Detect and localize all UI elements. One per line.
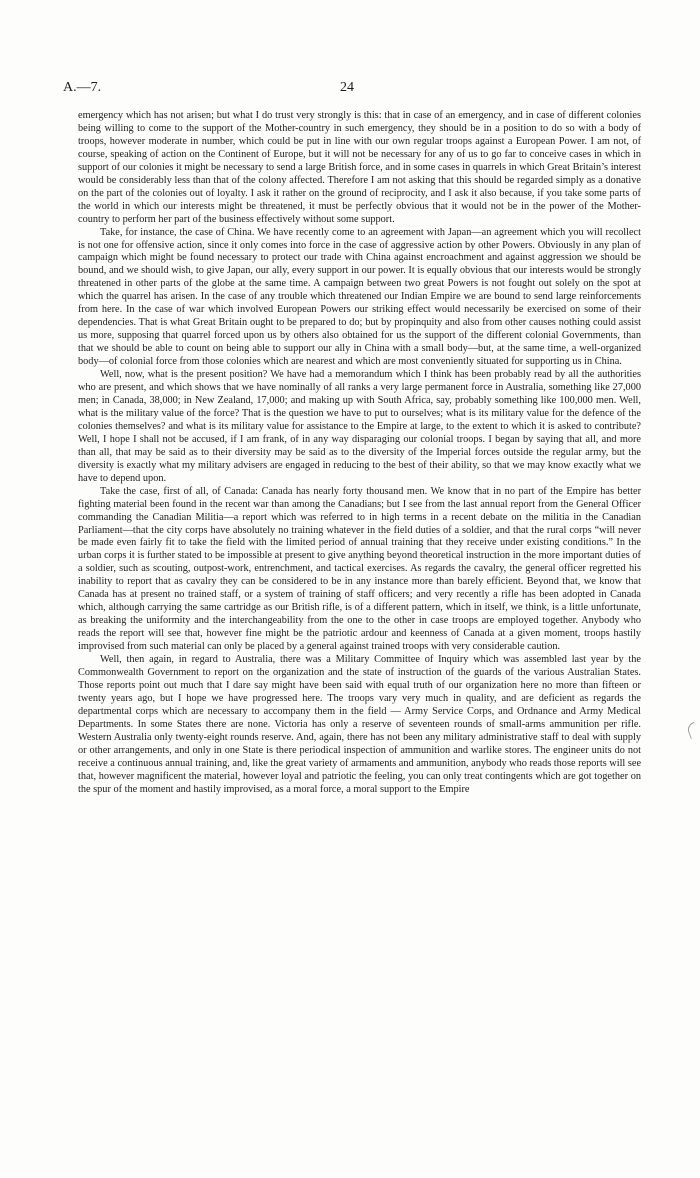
page-header [63, 80, 653, 100]
body-text [78, 110, 641, 797]
document-reference: A.—7. [63, 80, 102, 95]
paragraph-2: Take, for instance, the case of China. We have recently come to an agreement with Japan—an agreement which you will recollect is not one for offensive action, since it only comes into force in the case of aggressive action by other Powers. Obviously in any plan of campaign which might be found necessary to protect our trade with China against encroachment and against aggression we should be bound, and we should wish, to give Japan, our ally, every support in our power. It is equally obvious that our interests would be strongly threatened in other parts of the globe at the same time. A campaign between two great Powers is not fought out solely on the spot at which the quarrel has arisen. In the case of any trouble which threatened our Indian Empire we are bound to send large reinforcements from here. In the case of war which involved European Powers our striking effect would necessarily be exercised on some of their dependencies. That is what Great Britain ought to be prepared to do; but by propinquity and also from other causes nothing could assist us more, supposing that quarrel forced upon us by others also obtained for us the support of the different colonial Governments, than that we should be able to count on being able to support our ally in China with a small body—but, at the same time, a well-organized body—of colonial force from those colonies which are nearest and which are most conveniently situated for supporting us in China. [78, 226, 641, 368]
page-number: 24 [340, 80, 354, 95]
paragraph-5: Well, then again, in regard to Australia, there was a Military Committee of Inquiry which was assembled last year by the Commonwealth Government to report on the organization and the state of instruction of the guards of the various Australian States. Those reports point out much that I dare say might have been said with equal truth of our organization here no more than fifteen or twenty years ago, but I hope we have progressed here. The troops vary very much in quality, and are deficient as regards the departmental corps which are necessary to accompany them in the field — Army Service Corps, and Ordnance and Army Medical Departments. In some States there are none. Victoria has only a reserve of seventeen rounds of small-arms ammunition per rifle. Western Australia only twenty-eight rounds reserve. And, again, there has not been any military administrative staff to deal with supply or other arrangements, and only in one State is there periodical inspection of ammunition and warlike stores. The engineer units do not receive a continuous annual training, and, like the great variety of armaments and ammunition, anybody who reads those reports will see that, however magnificent the material, however loyal and patriotic the feeling, you can only treat contingents which are got together on the spur of the moment and hastily improvised, as a moral force, a moral support to the Empire [78, 654, 642, 795]
margin-mark [686, 722, 700, 739]
paragraph-1: emergency which has not arisen; but what I do trust very strongly is this: that in case of an emergency, and in case of different colonies being willing to come to the support of the Mother-country in such emergency, they should be in a position to do so with a body of troops, however moderate in number, which could be put in line with our own regular troops against a European Power. I am not, of course, speaking of action on the Continent of Europe, but it will not be necessary for any of us to go far to conceive cases in which in support of our colonies it might be necessary to send a large British force, and in some cases in quarrels in which Great Britain’s interest would be considerably less than that of the colony affected. Therefore I am not asking that this should be regarded simply as a donative on the part of the colonies out of loyalty. I ask it rather on the ground of reciprocity, and I ask it also because, if you take some parts of the world in which our interests might be threatened, it must be perfectly obvious that it would not be in the power of the Mother-country to perform her part of the business effectively without some support. [78, 110, 641, 225]
paragraph-4: Take the case, first of all, of Canada: Canada has nearly forty thousand men. We know that in no part of the Empire has better fighting material been found in the recent war than among the Canadians; but I see from the last annual report from the General Officer commanding the Canadian Militia—a report which was referred to in high terms in a recent debate on the militia in the Canadian Parliament—that the city corps have absolutely no training whatever in the field duties of a soldier, and that the rural corps “will never be made even fairly fit to take the field with the limited period of annual training that they receive under existing conditions.” In the urban corps it is further stated to be impossible at present to give anything beyond theoretical instruction in the more important duties of a soldier, such as scouting, outpost-work, entrenchment, and tactical exercises. As regards the cavalry, the general officer regretted his inability to report that as cavalry they can be considered to be in any instance more than barely efficient. Beyond that, we know that Canada has at present no trained staff, or a system of training of staff officers; and very recently a rifle has been adopted in Canada which, although carrying the same cartridge as our British rifle, is of a different pattern, which in itself, we think, is a little unfortunate, as breaking the uniformity and the interchangeability from the one to the other in case troops are employed together. Anybody who reads the report will see that, however fine might be the patriotic ardour and keenness of Canada at a given moment, troops hastily improvised from such material can only be placed by a general against trained troops with very considerable caution. [78, 485, 641, 653]
paragraph-3: Well, now, what is the present position? We have had a memorandum which I think has been probably read by all the authorities who are present, and which shows that we have nominally of all ranks a very large permanent force in Australia, something like 27,000 men; in Canada, 38,000; in New Zealand, 17,000; and making up with South Africa, say, probably something like 100,000 men. Well, what is the military value of the force? That is the question we have to put to ourselves; what is its military value for the defence of the colonies themselves? and what is its military value for assistance to the Empire at large, to the extent to which it is asked to contribute? Well, I hope I shall not be accused, if I am frank, of in any way disparaging our colonial troops. I began by saying that all, and more than all, that may be said as to their diversity may be said as to the diversity of the Imperial forces outside the regular army, but the diversity is exactly what my military advisers are engaged in reducing to the best of their ability, so that we may know exactly what we have to depend upon. [78, 369, 641, 484]
